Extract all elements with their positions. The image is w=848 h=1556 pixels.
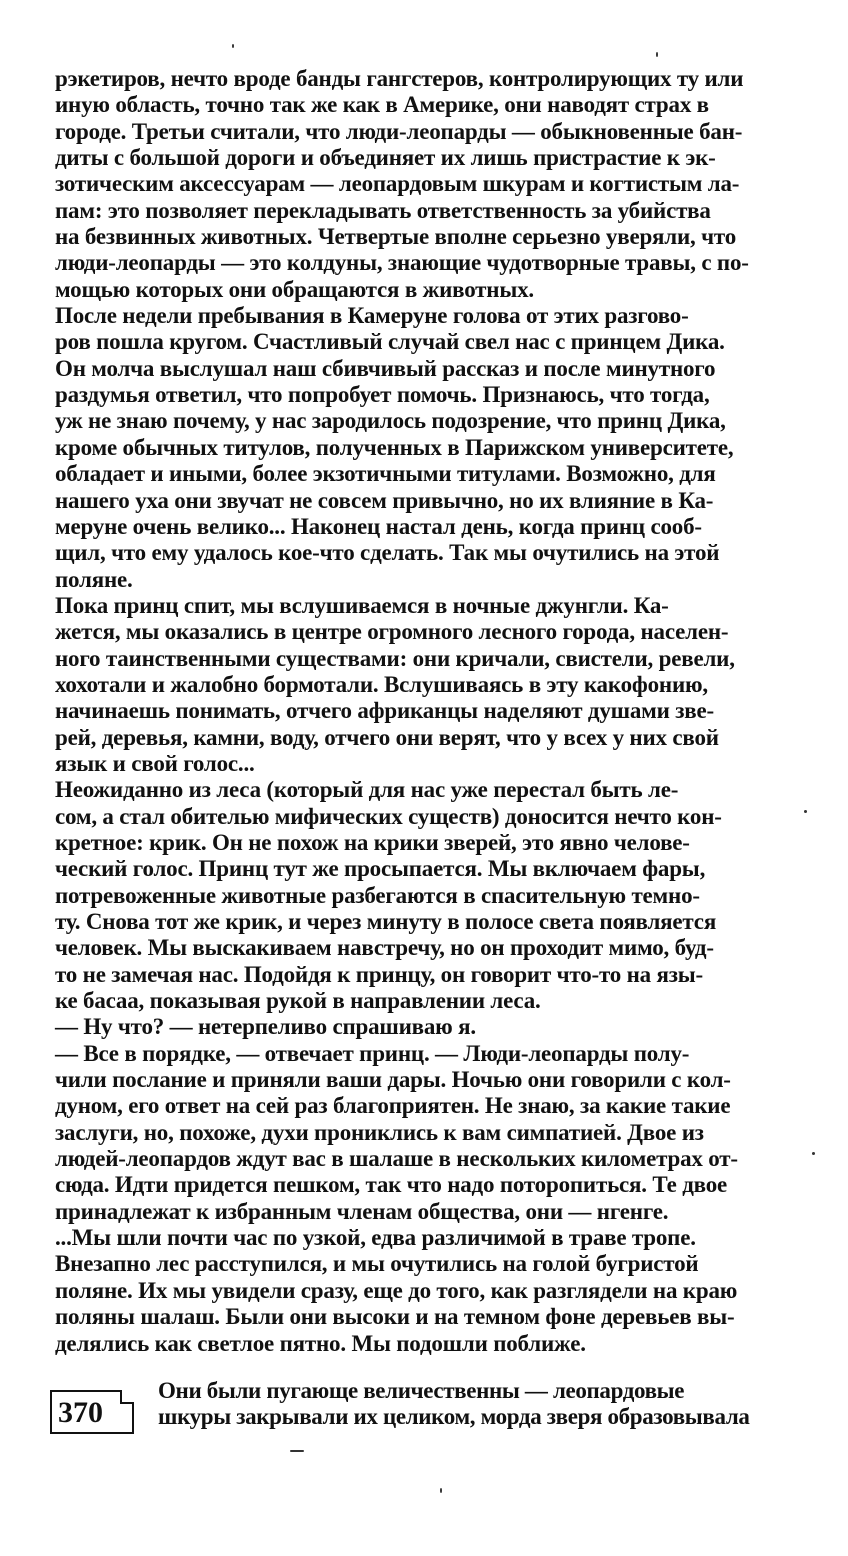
text-line: рей, деревья, камни, воду, отчего они верят, что у всех у них свой	[55, 724, 719, 750]
text-line: сом, а стал обителью мифических существ) доносится нечто кон-	[55, 803, 722, 829]
text-line: Пока принц спит, мы вслушиваемся в ночные джунгли. Ка-	[55, 592, 669, 618]
text-line: ного таинственными существами: они кричали, свистели, ревели,	[55, 645, 735, 671]
text-line: Он молча выслушал наш сбивчивый рассказ и после минутного	[55, 355, 716, 381]
text-line: язык и свой голос...	[55, 750, 255, 776]
text-line: на безвинных животных. Четвертые вполне серьезно уверяли, что	[55, 224, 737, 250]
text-line: — Все в порядке, — отвечает принц. — Люди-леопарды полу-	[55, 1040, 690, 1066]
text-line: ке басаа, показывая рукой в направлении леса.	[55, 988, 541, 1014]
text-line: шкуры закрывали их целиком, морда зверя образовывала	[158, 1404, 750, 1430]
text-line: человек. Мы выскакиваем навстречу, но он проходит мимо, буд-	[55, 935, 714, 961]
body-text	[55, 66, 800, 1357]
text-line: нашего уха они звучат не совсем привычно, но их влияние в Ка-	[55, 487, 714, 513]
text-line: ров пошла кругом. Счастливый случай свел нас с принцем Дика.	[55, 329, 725, 355]
text-line: заслуги, но, похоже, духи прониклись к вам симпатией. Двое из	[55, 1119, 704, 1145]
text-line: сюда. Идти придется пешком, так что надо поторопиться. Те двое	[55, 1172, 728, 1198]
print-speck	[290, 1450, 304, 1452]
page-number: 370	[58, 1396, 103, 1429]
text-line: пам: это позволяет перекладывать ответственность за убийства	[55, 197, 711, 223]
text-line: зотическим аксессуарам — леопардовым шкурам и когтистым ла-	[55, 171, 740, 197]
text-line: начинаешь понимать, отчего африканцы наделяют душами зве-	[55, 698, 714, 724]
text-line: ту. Снова тот же крик, и через минуту в полосе света появляется	[55, 909, 717, 934]
text-line: людей-леопардов ждут вас в шалаше в нескольких километрах от-	[55, 1146, 738, 1172]
text-line: диты с большой дороги и объединяет их лишь пристрастие к эк-	[55, 145, 716, 171]
print-speck	[232, 44, 234, 48]
print-speck	[804, 810, 807, 813]
text-line: потревоженные животные разбегаются в спасительную темно-	[55, 882, 700, 908]
text-line: щил, что ему удалось кое-что сделать. Так мы очутились на этой	[55, 540, 720, 566]
text-line: ческий голос. Принц тут же просыпается. Мы включаем фары,	[55, 856, 706, 882]
text-line: чили послание и приняли ваши дары. Ночью они говорили с кол-	[55, 1067, 731, 1093]
body-text-continued	[158, 1378, 798, 1431]
text-line: городе. Третьи считали, что люди-леопарды — обыкновенные бан-	[55, 118, 743, 144]
text-line: меруне очень велико... Наконец настал день, когда принц сооб-	[55, 513, 702, 539]
print-speck	[812, 1152, 815, 1155]
print-speck	[440, 1488, 442, 1493]
text-line: обладает и иными, более экзотичными титулами. Возможно, для	[55, 461, 716, 487]
text-line: иную область, точно так же как в Америке, они наводят страх в	[55, 92, 709, 118]
print-speck	[656, 52, 658, 57]
text-line: люди-леопарды — это колдуны, знающие чудотворные травы, с по-	[55, 250, 749, 276]
text-line: кроме обычных титулов, полученных в Парижском университете,	[55, 434, 734, 460]
text-line: уж не знаю почему, у нас зародилось подозрение, что принц Дика,	[55, 408, 726, 434]
page-number-box	[50, 1390, 134, 1434]
text-line: то не замечая нас. Подойдя к принцу, он говорит что-то на язы-	[55, 961, 703, 987]
text-line: поляны шалаш. Были они высоки и на темном фоне деревьев вы-	[55, 1304, 735, 1330]
text-line: ...Мы шли почти час по узкой, едва различимой в траве тропе.	[55, 1225, 696, 1251]
text-line: кретное: крик. Он не похож на крики зверей, это явно челове-	[55, 829, 690, 855]
text-line: делялись как светлое пятно. Мы подошли поближе.	[55, 1330, 586, 1356]
text-line: поляне.	[55, 566, 133, 592]
text-line: рэкетиров, нечто вроде банды гангстеров, контролирующих ту или	[55, 66, 744, 91]
text-line: Внезапно лес расступился, и мы очутились на голой бугристой	[55, 1251, 699, 1277]
text-line: раздумья ответил, что попробует помочь. Признаюсь, что тогда,	[55, 382, 710, 408]
text-line: — Ну что? — нетерпеливо спрашиваю я.	[55, 1014, 476, 1040]
text-line: поляне. Их мы увидели сразу, еще до того, как разглядели на краю	[55, 1277, 738, 1303]
text-line: принадлежат к избранным членам общества, они — нгенге.	[55, 1198, 669, 1224]
text-line: Неожиданно из леса (который для нас уже перестал быть ле-	[55, 777, 679, 803]
text-line: хохотали и жалобно бормотали. Вслушиваясь в эту какофонию,	[55, 671, 708, 697]
text-line: дуном, его ответ на сей раз благоприятен. Не знаю, за какие такие	[55, 1093, 731, 1119]
text-line: После недели пребывания в Камеруне голова от этих разгово-	[55, 303, 689, 329]
text-line: жется, мы оказались в центре огромного лесного города, населен-	[55, 619, 729, 645]
text-line: Они были пугающе величественны — леопардовые	[158, 1378, 685, 1403]
text-line: мощью которых они обращаются в животных.	[55, 276, 534, 302]
